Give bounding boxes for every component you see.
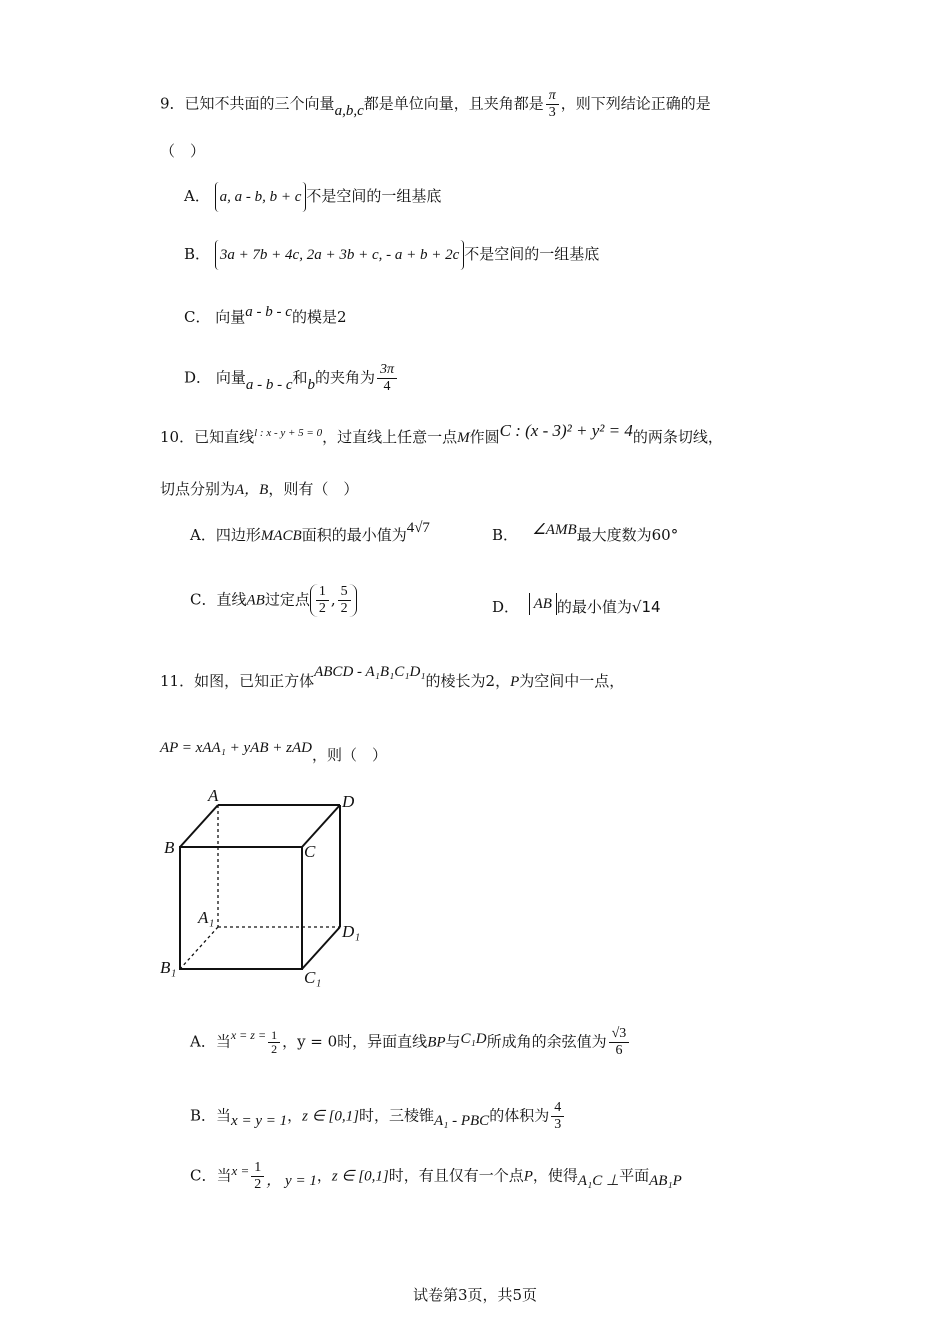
q11-stem-d: ，则（ ） (311, 746, 387, 764)
q10-stem-e: 切点分别为 (160, 480, 236, 498)
q11-b-post: 的体积为 (489, 1106, 550, 1125)
q11-a-den: 6 (615, 1043, 623, 1058)
q10-ab-points: A，B (235, 482, 269, 498)
q10-c-frac1-den: 2 (318, 601, 326, 616)
q10-b-angle: ∠AMB (532, 522, 577, 538)
q11-option-c (190, 1160, 682, 1193)
label-B1: B₁ (160, 958, 177, 977)
q10-d-label: D． (492, 598, 520, 616)
q11-stem-c: 为空间中一点， (519, 672, 625, 690)
edge-C1-D1 (302, 927, 340, 969)
q10-c-post: 过定点 (264, 590, 310, 609)
q10-option-b (492, 524, 678, 547)
q11-stem-2 (160, 740, 387, 767)
q11-c-mid: 时，有且仅有一个点 (388, 1166, 524, 1185)
q10-d-abs: AB (529, 593, 557, 615)
q9-c-label: C． (184, 308, 211, 326)
q11-b-den: 3 (554, 1117, 562, 1132)
q11-c-p: P (523, 1168, 533, 1185)
q9-d-label: D． (184, 368, 212, 387)
q10-c-line: AB (246, 592, 265, 609)
q9-d-num: 3π (377, 362, 397, 379)
q11-b-comma: ， (287, 1106, 303, 1125)
q9-a-label: A． (184, 187, 210, 205)
q11-cube: ABCD - A₁B₁C₁D₁ (314, 664, 426, 680)
q10-option-a (190, 520, 430, 547)
q11-c-perp: A₁C ⊥ (577, 1172, 620, 1189)
q11-c-post1: ，使得 (532, 1166, 578, 1185)
q9-d-fraction (377, 362, 397, 395)
label-B: B (164, 838, 175, 857)
edge-B-A (180, 805, 218, 847)
q11-a-post: 所成角的余弦值为 (486, 1032, 607, 1051)
q11-a-label: A． (190, 1032, 216, 1051)
q9-b-text: 不是空间的一组基底 (464, 245, 600, 263)
q11-b-fraction (551, 1100, 564, 1133)
q11-a-with: 与 (445, 1032, 461, 1051)
q11-c-plane: 平面 (619, 1166, 650, 1185)
q9-stem-c: ，则下列结论正确的是 (560, 94, 711, 113)
q10-c-frac2-num: 5 (338, 584, 351, 601)
q9-angle-den: 3 (548, 105, 556, 120)
q11-a-num: √3 (609, 1026, 630, 1043)
q11-c-z: z ∈ [0,1] (331, 1168, 389, 1185)
q11-b-z: z ∈ [0,1] (302, 1108, 359, 1125)
q9-a-text: 不是空间的一组基底 (306, 187, 442, 205)
q9-angle-num: π (546, 88, 559, 105)
q11-a-fraction (609, 1026, 630, 1059)
q10-d-post: 的最小值为 (556, 598, 632, 616)
q10-m: M (457, 430, 470, 446)
q11-c-y: ， y = 1 (266, 1172, 317, 1189)
q11-c-pre: 当 (216, 1166, 232, 1185)
q9-d-b: b (307, 376, 315, 393)
q11-b-pre: 当 (216, 1106, 232, 1125)
q10-stem-c: 作圆 (469, 428, 500, 446)
q10-c-point: $\frac{1}{2}$ , $\frac{5}{2}$ (310, 584, 357, 617)
cube-figure (150, 785, 380, 990)
q9-angle-fraction (546, 88, 559, 121)
q10-c-pre: 直线 (216, 590, 247, 609)
q10-stem-a: 已知直线 (194, 428, 255, 446)
q10-c-frac1 (316, 584, 329, 617)
q11-b-tet: A₁ - PBC (433, 1112, 490, 1129)
q9-d-mid: 和 (292, 368, 308, 387)
q11-a-cond1: x = z = (230, 1027, 267, 1042)
q11-a-half (268, 1029, 280, 1056)
q10-b-post: 最大度数为60° (576, 526, 679, 544)
q9-paren: （ ） (160, 142, 206, 160)
q9-option-d (184, 362, 399, 395)
q10-a-post: 面积的最小值为 (301, 526, 407, 544)
q10-a-val: 4√7 (406, 520, 430, 536)
q11-a-pre: 当 (215, 1032, 231, 1051)
label-A1: A₁ (198, 908, 215, 927)
q11-vec-eq: AP = xAA₁ + yAB + zAD (160, 740, 312, 756)
q10-stem-b: ，过直线上任意一点 (322, 428, 458, 446)
q10-c-frac2 (338, 584, 351, 617)
q11-a-cond2: ，y = 0时，异面直线 (282, 1032, 428, 1051)
q11-a-half-den: 2 (271, 1042, 278, 1056)
q9-option-c (184, 306, 346, 329)
q10-c-frac2-den: 2 (340, 601, 348, 616)
q11-b-label: B． (190, 1106, 217, 1125)
q11-c-half-den: 2 (254, 1177, 262, 1192)
q9-d-post: 的夹角为 (315, 368, 376, 387)
q9-c-expr: a - b - c (245, 304, 292, 320)
q10-c-label: C． (190, 590, 217, 609)
q11-stem (160, 664, 625, 693)
label-C: C (304, 842, 316, 861)
q10-a-pre: 四边形 (215, 526, 261, 544)
edge-C-D (302, 805, 340, 847)
q10-c-frac1-num: 1 (316, 584, 329, 601)
q9-stem-a: 已知不共面的三个向量 (184, 94, 335, 113)
q10-a-label: A． (190, 526, 216, 544)
q11-a-bp: BP (427, 1034, 446, 1051)
q9-b-expr: 3a + 7b + 4c, 2a + 3b + c, - a + b + 2c (215, 240, 464, 270)
q10-line-eq: l : x - y + 5 = 0 (254, 427, 323, 439)
q10-stem-d: 的两条切线， (632, 428, 723, 446)
q11-c-half (251, 1160, 264, 1193)
q9-stem-b: 都是单位向量，且夹角都是 (363, 94, 544, 113)
q11-c-half-num: 1 (251, 1160, 264, 1177)
q11-stem-a: 如图，已知正方体 (194, 672, 315, 690)
q11-b-num: 4 (551, 1100, 564, 1117)
q11-option-a (190, 1026, 631, 1059)
q9-option-a (184, 182, 441, 212)
q10-a-quad: MACB (260, 528, 302, 544)
label-D: D (342, 792, 355, 811)
q9-c-pre: 向量 (215, 308, 246, 326)
q11-c-plane-name: AB₁P (649, 1172, 682, 1189)
label-D1: D₁ (342, 922, 361, 941)
edge-A1-B1-hidden (180, 927, 218, 969)
q11-p: P (510, 674, 520, 690)
q11-option-b (190, 1100, 566, 1133)
q10-stem-f: ，则有（ ） (268, 480, 359, 498)
q11-a-half-num: 1 (268, 1029, 280, 1043)
q9-a-expr: a, a - b, b + c (215, 182, 307, 212)
page-footer: 试卷第3页，共5页 (412, 1286, 538, 1304)
q9-d-expr: a - b - c (245, 376, 293, 393)
q9-stem (160, 88, 711, 121)
q9-option-b (184, 240, 599, 270)
q11-c-comma: ， (316, 1166, 332, 1185)
label-A: A (208, 786, 219, 805)
q11-stem-b: 的棱长为2， (425, 672, 511, 690)
q10-option-d (492, 596, 661, 619)
q10-number: 10． (160, 428, 195, 446)
q9-d-den: 4 (383, 379, 391, 394)
q10-option-c (190, 584, 357, 617)
q11-number: 11． (160, 672, 195, 690)
q10-b-label: B． (492, 526, 519, 544)
q9-c-post: 的模是2 (291, 308, 347, 326)
q9-vectors: a,b,c (334, 102, 364, 119)
q10-d-val: √14 (631, 598, 661, 616)
q11-c-label: C． (190, 1166, 217, 1185)
q9-number: 9． (160, 94, 185, 113)
q10-circle-eq: C : (x - 3)² + y² = 4 (499, 421, 633, 440)
label-C1: C₁ (304, 968, 322, 987)
q10-stem-2 (160, 478, 358, 501)
q11-b-mid: 时，三棱锥 (358, 1106, 434, 1125)
q9-d-pre: 向量 (215, 368, 246, 387)
q11-b-cond: x = y = 1 (231, 1112, 288, 1129)
q10-stem (160, 421, 723, 450)
q9-b-label: B． (184, 245, 211, 263)
q11-c-x: x = (231, 1162, 250, 1178)
q11-a-c1d: C₁D (460, 1030, 487, 1047)
